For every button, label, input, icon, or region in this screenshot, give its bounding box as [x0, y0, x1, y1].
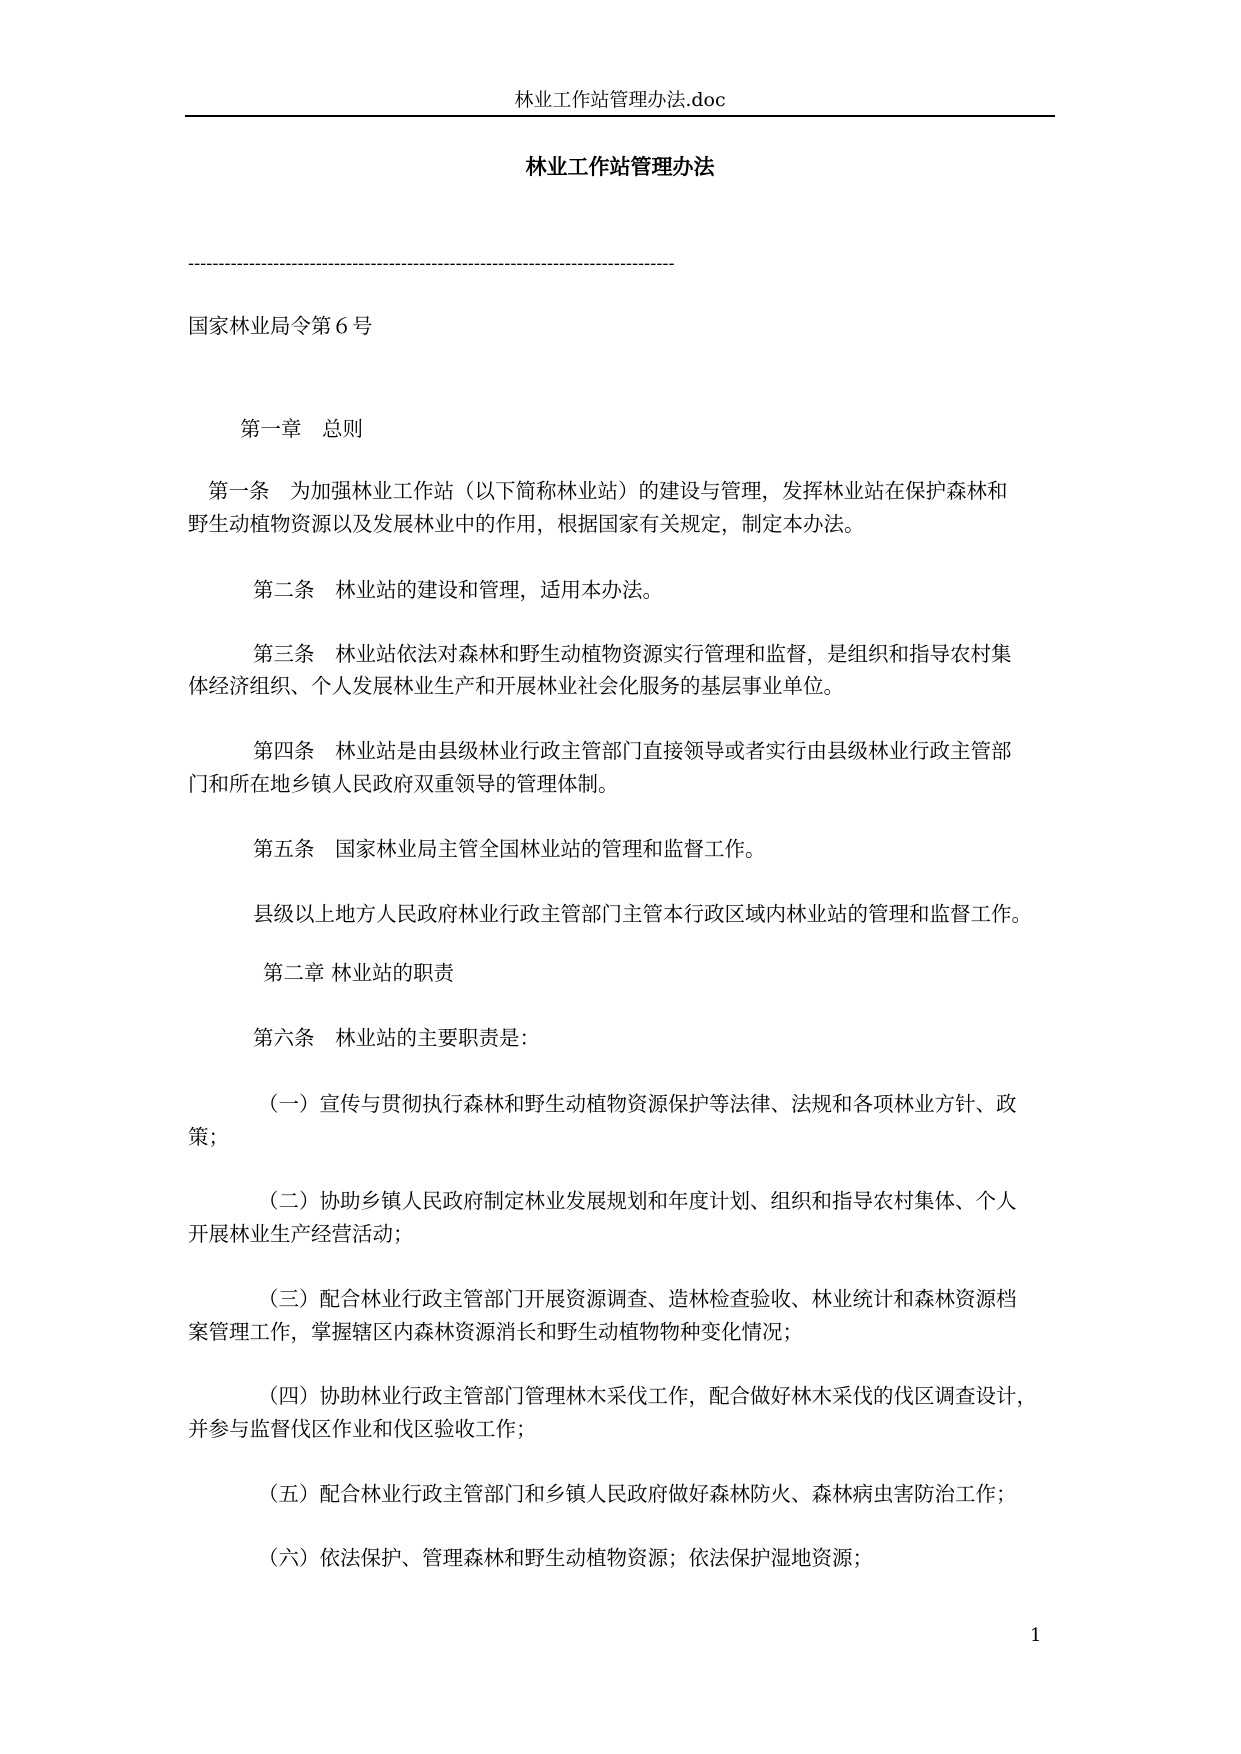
list-item: （一）宣传与贯彻执行森林和野生动植物资源保护等法律、法规和各项林业方针、政	[258, 1092, 1017, 1116]
separator-line: --------------------------------------------------------------------------------	[188, 254, 675, 274]
article-line: 门和所在地乡镇人民政府双重领导的管理体制。	[188, 772, 619, 796]
chapter-heading: 第二章 林业站的职责	[263, 961, 455, 985]
list-item: 案管理工作，掌握辖区内森林资源消长和野生动植物物种变化情况；	[188, 1320, 803, 1344]
article-line: 野生动植物资源以及发展林业中的作用，根据国家有关规定，制定本办法。	[188, 512, 865, 536]
list-item: （四）协助林业行政主管部门管理林木采伐工作，配合做好林木采伐的伐区调查设计，	[258, 1384, 1037, 1408]
article-line: 第一条 为加强林业工作站（以下简称林业站）的建设与管理，发挥林业站在保护森林和	[208, 479, 1008, 503]
chapter-heading: 第一章 总则	[240, 417, 363, 441]
article-line: 体经济组织、个人发展林业生产和开展林业社会化服务的基层事业单位。	[188, 674, 844, 698]
article-line: 第二条 林业站的建设和管理，适用本办法。	[253, 578, 663, 602]
article-line: 县级以上地方人民政府林业行政主管部门主管本行政区域内林业站的管理和监督工作。	[253, 902, 1032, 926]
running-header: 林业工作站管理办法.doc	[514, 89, 726, 111]
list-item: 策；	[188, 1125, 229, 1149]
list-item: （二）协助乡镇人民政府制定林业发展规划和年度计划、组织和指导农村集体、个人	[258, 1189, 1017, 1213]
list-item: （五）配合林业行政主管部门和乡镇人民政府做好森林防火、森林病虫害防治工作；	[258, 1482, 1017, 1506]
article-line: 第五条 国家林业局主管全国林业站的管理和监督工作。	[253, 837, 766, 861]
article-line: 第六条 林业站的主要职责是：	[253, 1026, 540, 1050]
article-line: 第三条 林业站依法对森林和野生动植物资源实行管理和监督，是组织和指导农村集	[253, 642, 1012, 666]
list-item: （三）配合林业行政主管部门开展资源调查、造林检查验收、林业统计和森林资源档	[258, 1287, 1017, 1311]
order-number: 国家林业局令第６号	[188, 314, 373, 338]
page-number: 1	[1030, 1625, 1042, 1646]
document-title: 林业工作站管理办法	[525, 154, 715, 179]
list-item: 开展林业生产经营活动；	[188, 1222, 414, 1246]
list-item: （六）依法保护、管理森林和野生动植物资源；依法保护湿地资源；	[258, 1546, 873, 1570]
list-item: 并参与监督伐区作业和伐区验收工作；	[188, 1417, 537, 1441]
header-rule	[185, 115, 1055, 117]
article-line: 第四条 林业站是由县级林业行政主管部门直接领导或者实行由县级林业行政主管部	[253, 739, 1012, 763]
